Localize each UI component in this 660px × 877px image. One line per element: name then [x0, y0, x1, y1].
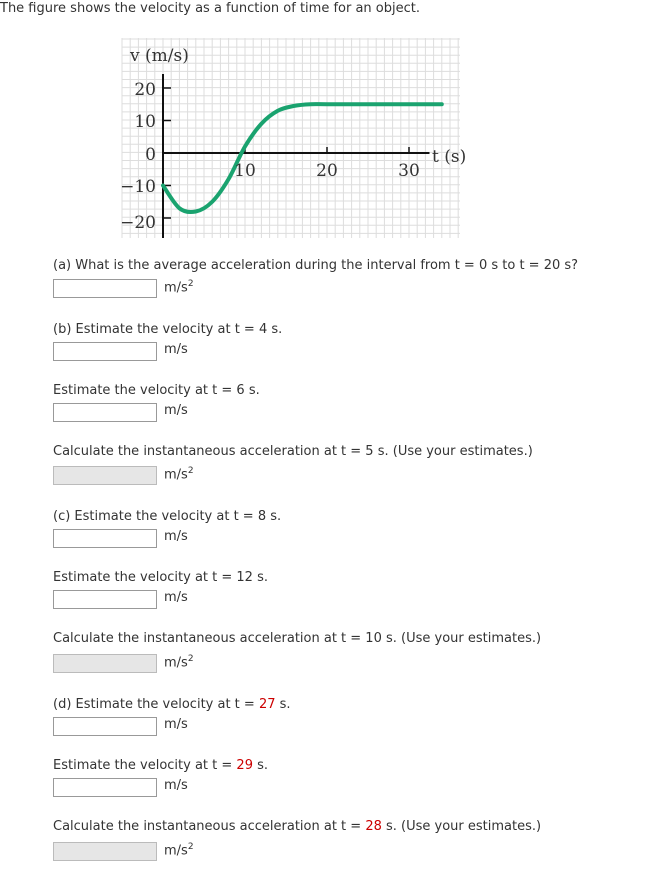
answer-c3-input [53, 654, 157, 673]
answer-c2-input[interactable] [53, 590, 157, 609]
unit-d2: m/s [164, 778, 188, 793]
y-axis-label: v (m/s) [130, 46, 189, 66]
question-d2-text [53, 758, 268, 773]
unit-a [164, 279, 194, 295]
question-d3-time-value: 28 [365, 819, 382, 834]
unit-c3 [164, 654, 194, 670]
y-tick-label-neg10: −10 [120, 177, 156, 197]
question-d3-post: s. (Use your estimates.) [381, 819, 542, 834]
unit-d3-base: m/s [164, 843, 188, 859]
unit-c3-exp: 2 [187, 654, 194, 664]
unit-b2: m/s [164, 403, 188, 418]
question-b3-text: Calculate the instantaneous acceleration at t = 5 s. (Use your estimates.) [53, 444, 533, 459]
unit-d3 [164, 842, 194, 858]
graph-axes [163, 74, 430, 238]
unit-b3 [164, 466, 194, 482]
question-b2-text [53, 383, 260, 398]
y-tick-label-neg20: −20 [120, 213, 156, 233]
answer-b3-input [53, 466, 157, 485]
x-tick-label-10: 10 [234, 161, 256, 181]
unit-d3-exp: 2 [187, 842, 194, 852]
unit-c1: m/s [164, 529, 188, 544]
question-c2-pre: Estimate the velocity at [53, 570, 213, 585]
answer-c1-input[interactable] [53, 529, 157, 548]
y-tick-label-0: 0 [145, 145, 156, 165]
x-tick-label-30: 30 [398, 161, 420, 181]
question-c1-pre: (c) Estimate the velocity at [53, 509, 234, 524]
answer-d1-input[interactable] [53, 717, 157, 736]
question-c1-time: t = 8 s. [233, 509, 282, 524]
unit-c3-base: m/s [164, 655, 188, 671]
question-c1-text [53, 509, 281, 524]
question-c2-text [53, 570, 268, 585]
unit-c2: m/s [164, 590, 188, 605]
question-b1-text [53, 322, 282, 337]
x-axis-label: t (s) [432, 147, 467, 167]
answer-a-input[interactable] [53, 279, 157, 298]
question-b1-time: t = 4 s. [234, 322, 283, 337]
answer-d2-input[interactable] [53, 778, 157, 797]
answer-b2-input[interactable] [53, 403, 157, 422]
question-d1-post: s. [275, 697, 291, 712]
question-d2-time-value: 29 [236, 758, 253, 773]
question-b2-time: t = 6 s. [212, 383, 260, 398]
question-d1-time-value: 27 [258, 697, 276, 712]
question-b1-pre: (b) Estimate the velocity at [53, 322, 235, 337]
question-d3-text [53, 819, 541, 834]
unit-b3-exp: 2 [187, 466, 194, 476]
question-d1-text [53, 697, 291, 712]
question-c2-time: t = 12 s. [212, 570, 268, 585]
question-a-text: (a) What is the average acceleration during the interval from t = 0 s to t = 20 s? [53, 258, 579, 273]
intro-text: The figure shows the velocity as a function of time for an object. [0, 1, 420, 16]
graph-grid [122, 38, 460, 238]
unit-d1: m/s [164, 717, 188, 732]
x-tick-label-20: 20 [316, 161, 338, 181]
velocity-time-graph [110, 36, 470, 246]
question-d3-pre: Calculate the instantaneous acceleration at t = [53, 819, 366, 834]
y-tick-label-20: 20 [134, 80, 156, 100]
question-d2-pre: Estimate the velocity at t = [53, 758, 237, 773]
unit-a-base: m/s [164, 280, 188, 296]
unit-b1: m/s [164, 342, 188, 357]
question-d1-pre: (d) Estimate the velocity at t = [53, 697, 259, 712]
answer-d3-input [53, 842, 157, 861]
question-d2-post: s. [252, 758, 269, 773]
question-c3-text: Calculate the instantaneous acceleration at t = 10 s. (Use your estimates.) [53, 631, 542, 646]
y-tick-label-10: 10 [134, 112, 156, 132]
question-b2-pre: Estimate the velocity at [53, 383, 213, 398]
unit-a-exp: 2 [187, 279, 194, 289]
answer-b1-input[interactable] [53, 342, 157, 361]
unit-b3-base: m/s [164, 467, 188, 483]
